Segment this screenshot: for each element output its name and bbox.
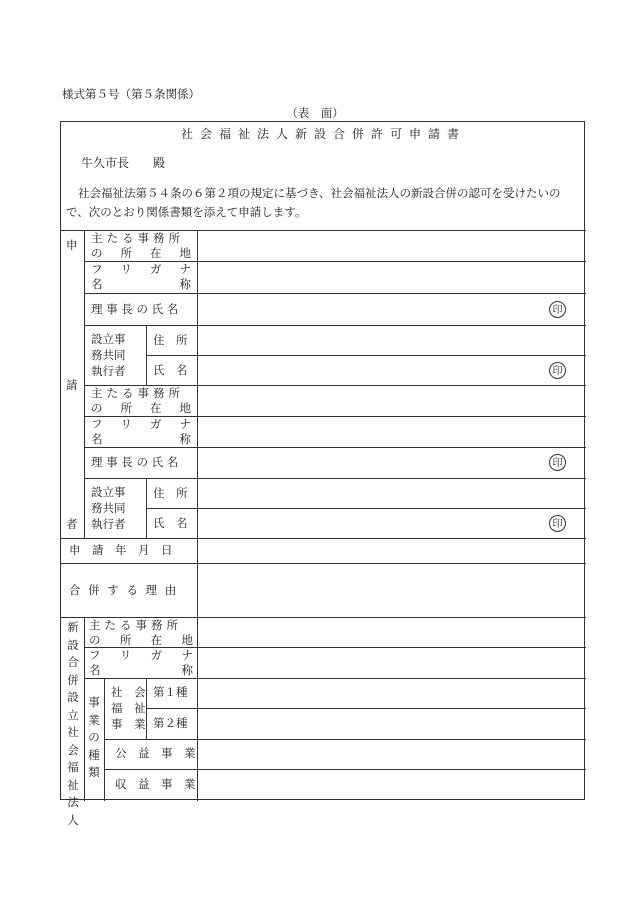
exec-name-label: 氏 名: [153, 516, 188, 530]
public-interest-label: 公 益 事 業: [115, 746, 196, 760]
chairman-name-label: 理 事 長 の 氏 名: [91, 302, 179, 316]
corp-name-label: 名 称: [91, 277, 191, 291]
office-address-label: 主たる事務所: [91, 386, 184, 400]
application-date-label: 申 請 年 月 日: [69, 543, 173, 557]
furigana-label: フ リ ガ ナ: [91, 262, 191, 276]
social-welfare-label-2: 福 祉: [111, 701, 146, 715]
exec-address-label: 住 所: [153, 333, 188, 347]
rule: [84, 230, 85, 538]
social-welfare-label-3: 事 業: [111, 717, 146, 731]
seal-icon: 印: [549, 301, 566, 318]
exec-label-1: 設立事: [91, 332, 126, 346]
rule: [146, 708, 586, 709]
type-2-label: 第２種: [153, 716, 188, 730]
profit-business-label: 収 益 事 業: [115, 777, 196, 791]
chairman-name-label: 理 事 長 の 氏 名: [91, 455, 179, 469]
furigana-label: フ リ ガ ナ: [91, 417, 191, 431]
side-label: （表 面）: [286, 106, 344, 120]
office-address-label: 主たる事務所: [89, 618, 182, 632]
rule: [104, 739, 586, 740]
merger-reason-label: 合 併 す る 理 由: [69, 583, 179, 597]
rule: [146, 478, 147, 538]
rule: [197, 230, 198, 801]
new-corp-label: 新 設 合 併 設 立 社 会 福 祉 法 人: [67, 620, 79, 827]
seal-icon: 印: [549, 362, 566, 379]
office-address-label: 主たる事務所: [91, 231, 184, 245]
rule: [84, 325, 586, 326]
rule: [84, 678, 586, 679]
form-title: 社会福祉法人新設合併許可申請書: [180, 127, 466, 141]
exec-label-3: 執行者: [91, 364, 126, 378]
applicant-label-3: 者: [66, 517, 78, 531]
rule: [84, 447, 586, 448]
furigana-label: フ リ ガ ナ: [89, 648, 193, 662]
corp-name-label: 名 称: [89, 663, 193, 677]
office-location-label: の 所 在 地: [89, 633, 193, 647]
rule: [146, 678, 147, 739]
corp-name-label: 名 称: [91, 432, 191, 446]
intro-text: 社会福祉法第５４条の６第２項の規定に基づき、社会福祉法人の新設合併の認可を受けたいので、次のとおり関係書類を添えて申請します。: [66, 186, 561, 219]
type-1-label: 第１種: [153, 685, 188, 699]
rule: [61, 538, 586, 539]
exec-name-label: 氏 名: [153, 363, 188, 377]
rule: [146, 325, 147, 385]
rule: [61, 563, 586, 564]
office-location-label: の 所 在 地: [91, 246, 191, 260]
seal-icon: 印: [549, 454, 566, 471]
rule: [84, 478, 586, 479]
rule: [84, 293, 586, 294]
business-type-label: 事 業 の 種 類: [88, 695, 100, 779]
rule: [104, 769, 586, 770]
seal-icon: 印: [549, 515, 566, 532]
social-welfare-label-1: 社 会: [111, 685, 146, 699]
rule: [146, 508, 586, 509]
form-frame: [60, 121, 585, 827]
exec-label-3: 執行者: [91, 517, 126, 531]
office-location-label: の 所 在 地: [91, 401, 191, 415]
exec-address-label: 住 所: [153, 486, 188, 500]
form-number: 様式第５号（第５条関係）: [62, 87, 200, 101]
applicant-label-2: 請: [66, 378, 78, 392]
addressee: 牛久市長 殿: [81, 156, 166, 170]
exec-label-1: 設立事: [91, 485, 126, 499]
rule: [104, 678, 105, 801]
exec-label-2: 務共同: [91, 348, 126, 362]
exec-label-2: 務共同: [91, 501, 126, 515]
rule: [146, 355, 586, 356]
applicant-label-1: 申: [66, 238, 78, 252]
